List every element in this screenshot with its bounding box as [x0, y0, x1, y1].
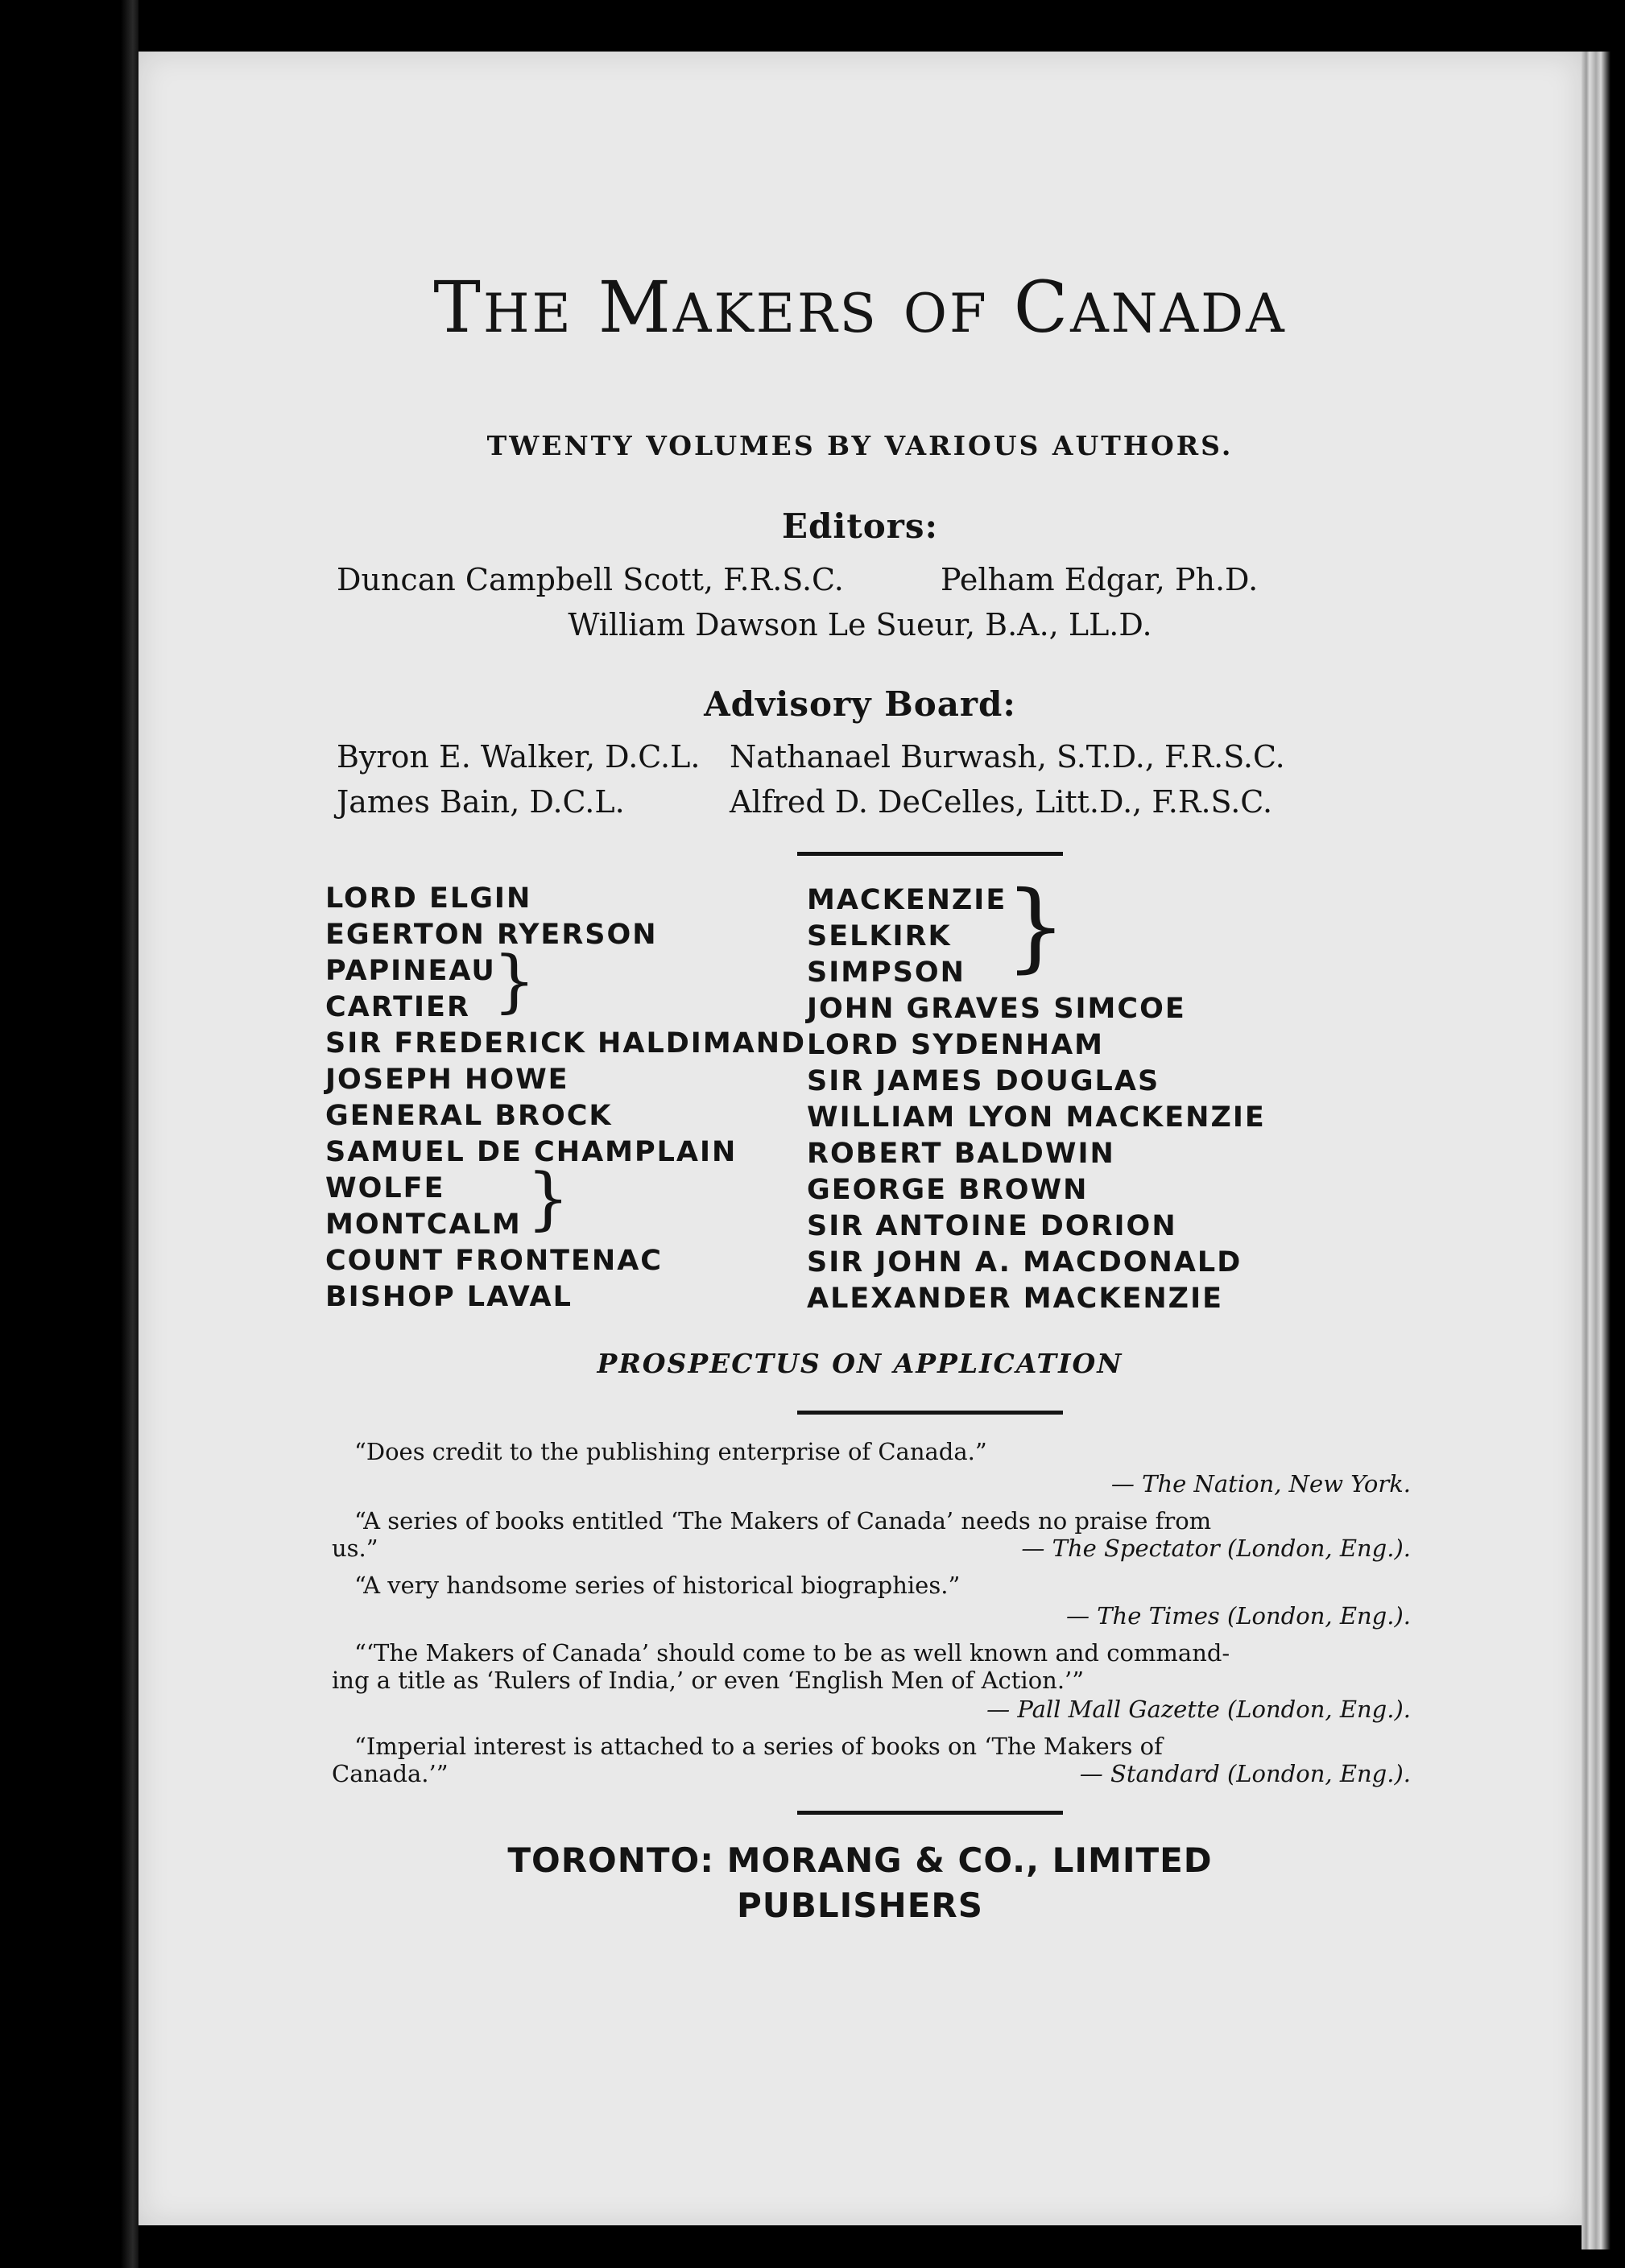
- publisher-label: PUBLISHERS: [737, 1886, 983, 1925]
- editor-le-sueur: William Dawson Le Sueur, B.A., LL.D.: [568, 607, 1152, 642]
- volume-title: JOSEPH HOWE: [325, 1064, 569, 1096]
- divider-rule: [797, 852, 1063, 856]
- page-title: THE MAKERS OF CANADA: [433, 266, 1287, 349]
- volume-title: BISHOP LAVAL: [325, 1281, 573, 1313]
- left-book-edge: [0, 0, 139, 2268]
- volume-title: SIR JAMES DOUGLAS: [807, 1065, 1160, 1097]
- volume-title: SIMPSON: [807, 956, 965, 989]
- review-quote: “A series of books entitled ‘The Makers of Canada’ needs no praise from: [354, 1507, 1212, 1535]
- volume-title: SELKIRK: [807, 920, 952, 952]
- volume-title: SIR JOHN A. MACDONALD: [807, 1246, 1243, 1279]
- editor-scott: Duncan Campbell Scott, F.R.S.C.: [337, 562, 844, 597]
- review-quote-cont: Canada.’”: [332, 1760, 449, 1787]
- volume-title: WILLIAM LYON MACKENZIE: [807, 1101, 1266, 1134]
- review-quote: “Does credit to the publishing enterprise of Canada.”: [354, 1438, 987, 1465]
- brace: }: [527, 1159, 570, 1237]
- volume-title: LORD ELGIN: [325, 882, 532, 915]
- volume-title: COUNT FRONTENAC: [325, 1245, 663, 1277]
- review-quote-cont: ing a title as ‘Rulers of India,’ or even ‘English Men of Action.’”: [332, 1667, 1085, 1694]
- brace: }: [493, 941, 536, 1020]
- review-quote: “‘The Makers of Canada’ should come to be as well known and command-: [354, 1639, 1230, 1667]
- volume-title: GENERAL BROCK: [325, 1100, 613, 1132]
- board-burwash: Nathanael Burwash, S.T.D., F.R.S.C.: [730, 739, 1285, 775]
- advisory-board-heading: Advisory Board:: [704, 684, 1016, 724]
- volume-title: WOLFE: [325, 1172, 445, 1204]
- volume-title: ALEXANDER MACKENZIE: [807, 1283, 1223, 1315]
- brace: }: [1005, 871, 1067, 983]
- editors-heading: Editors:: [781, 506, 939, 546]
- review-quote: “A very handsome series of historical biographies.”: [354, 1572, 961, 1599]
- board-walker: Byron E. Walker, D.C.L.: [337, 739, 701, 775]
- volume-title: PAPINEAU: [325, 955, 496, 987]
- volume-title: ROBERT BALDWIN: [807, 1138, 1115, 1170]
- editor-edgar: Pelham Edgar, Ph.D.: [941, 562, 1259, 597]
- divider-rule: [797, 1811, 1063, 1815]
- volume-title: CARTIER: [325, 991, 470, 1023]
- volume-title: LORD SYDENHAM: [807, 1029, 1105, 1061]
- divider-rule: [797, 1411, 1063, 1415]
- publisher-line: TORONTO: MORANG & CO., LIMITED: [507, 1840, 1213, 1880]
- board-decelles: Alfred D. DeCelles, Litt.D., F.R.S.C.: [730, 784, 1273, 820]
- volume-title: MONTCALM: [325, 1208, 522, 1241]
- volume-title: SIR FREDERICK HALDIMAND: [325, 1027, 807, 1060]
- review-source: — The Spectator (London, Eng.).: [1021, 1535, 1411, 1562]
- review-quote: “Imperial interest is attached to a series of books on ‘The Makers of: [354, 1733, 1163, 1760]
- review-source: — The Times (London, Eng.).: [1065, 1602, 1411, 1630]
- volume-title: GEORGE BROWN: [807, 1174, 1089, 1206]
- right-page-edges: [1582, 52, 1611, 2249]
- board-bain: James Bain, D.C.L.: [337, 784, 625, 820]
- book-page: [139, 52, 1582, 2225]
- review-source: — Standard (London, Eng.).: [1079, 1760, 1411, 1787]
- volume-title: MACKENZIE: [807, 884, 1007, 916]
- subtitle: TWENTY VOLUMES BY VARIOUS AUTHORS.: [486, 430, 1234, 461]
- review-source: — Pall Mall Gazette (London, Eng.).: [986, 1696, 1411, 1723]
- review-quote-cont: us.”: [332, 1535, 378, 1562]
- review-source: — The Nation, New York.: [1110, 1470, 1411, 1498]
- prospectus-note: PROSPECTUS ON APPLICATION: [597, 1348, 1123, 1379]
- volume-title: EGERTON RYERSON: [325, 919, 658, 951]
- volume-title: SIR ANTOINE DORION: [807, 1210, 1177, 1242]
- volume-title: JOHN GRAVES SIMCOE: [807, 993, 1186, 1025]
- volume-title: SAMUEL DE CHAMPLAIN: [325, 1136, 738, 1168]
